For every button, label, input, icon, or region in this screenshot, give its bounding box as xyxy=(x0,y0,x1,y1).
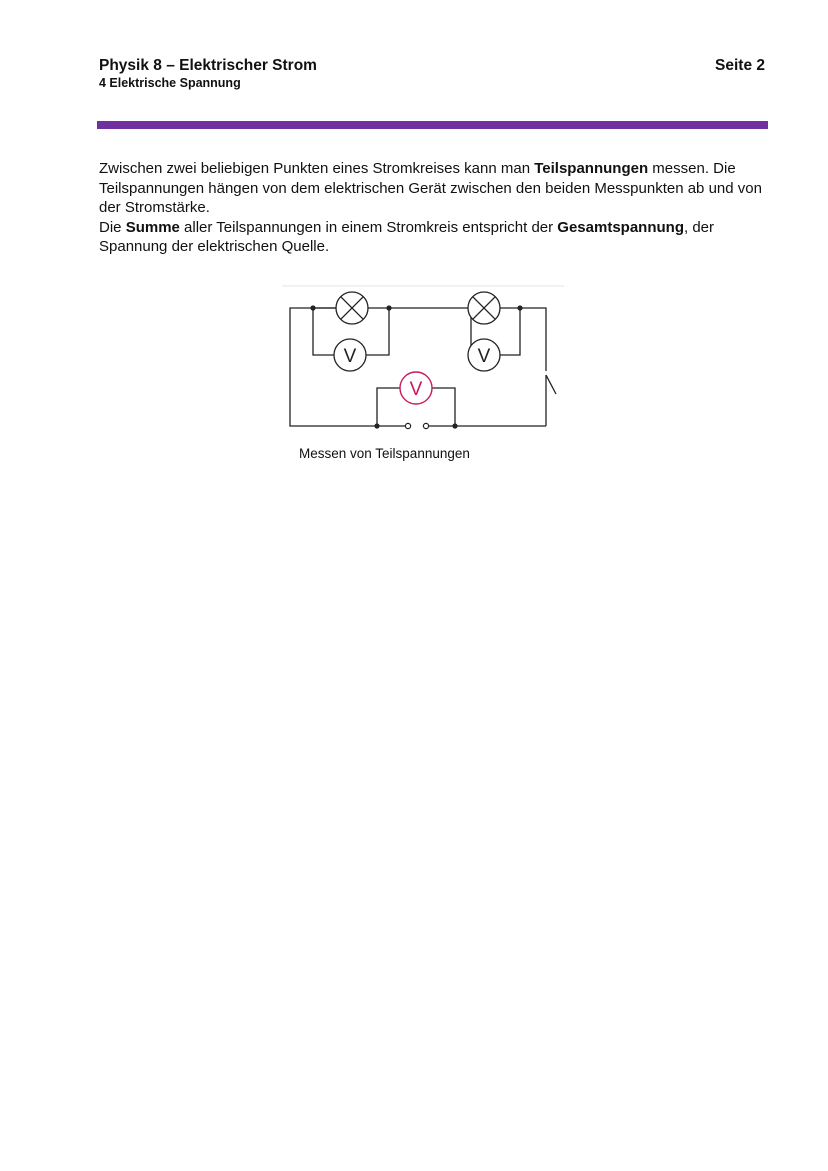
header-divider xyxy=(97,121,768,129)
lamp-icon xyxy=(468,292,500,324)
junction-dot xyxy=(310,305,315,310)
section-subtitle: 4 Elektrische Spannung xyxy=(99,76,241,90)
circuit-diagram xyxy=(282,285,564,435)
paragraph-teilspannungen xyxy=(99,159,779,218)
figure-caption: Messen von Teilspannungen xyxy=(299,446,470,461)
voltmeter-label: V xyxy=(477,346,491,367)
voltmeter-switch-icon xyxy=(400,372,432,404)
voltmeter-icon xyxy=(334,339,366,371)
bold-term: Teilspannungen xyxy=(534,160,649,177)
junction-dot xyxy=(517,305,522,310)
paragraph-gesamtspannung xyxy=(99,218,779,257)
body-text xyxy=(99,159,779,257)
voltmeter-label: V xyxy=(409,379,423,400)
text-run: , der Spannung der elektrischen Quelle. xyxy=(99,218,714,255)
document-title: Physik 8 – Elektrischer Strom xyxy=(99,57,317,74)
bold-term: Summe xyxy=(125,218,180,236)
circuit-svg xyxy=(282,285,564,435)
junction-dot xyxy=(452,423,457,428)
switch-blade xyxy=(546,375,556,394)
switch-terminal xyxy=(405,423,410,428)
bold-term: Gesamtspannung xyxy=(557,218,684,236)
voltmeter-label: V xyxy=(343,346,357,367)
text-run: messen. Die Teilspannungen hängen von dem elektrischen Gerät zwischen den beiden Messpunkten ab und von der Stromstärke. xyxy=(99,160,762,216)
text-run: Die xyxy=(99,218,126,236)
junction-dot xyxy=(386,305,391,310)
switch-terminal xyxy=(423,423,428,428)
lamp-icon xyxy=(336,292,368,324)
junction-dot xyxy=(374,423,379,428)
voltmeter-icon xyxy=(468,339,500,371)
page-header xyxy=(99,57,765,91)
text-run: Zwischen zwei beliebigen Punkten eines Stromkreises kann man xyxy=(99,160,535,177)
page-number: Seite 2 xyxy=(715,57,765,74)
text-run: aller Teilspannungen in einem Stromkreis entspricht der xyxy=(179,218,558,236)
